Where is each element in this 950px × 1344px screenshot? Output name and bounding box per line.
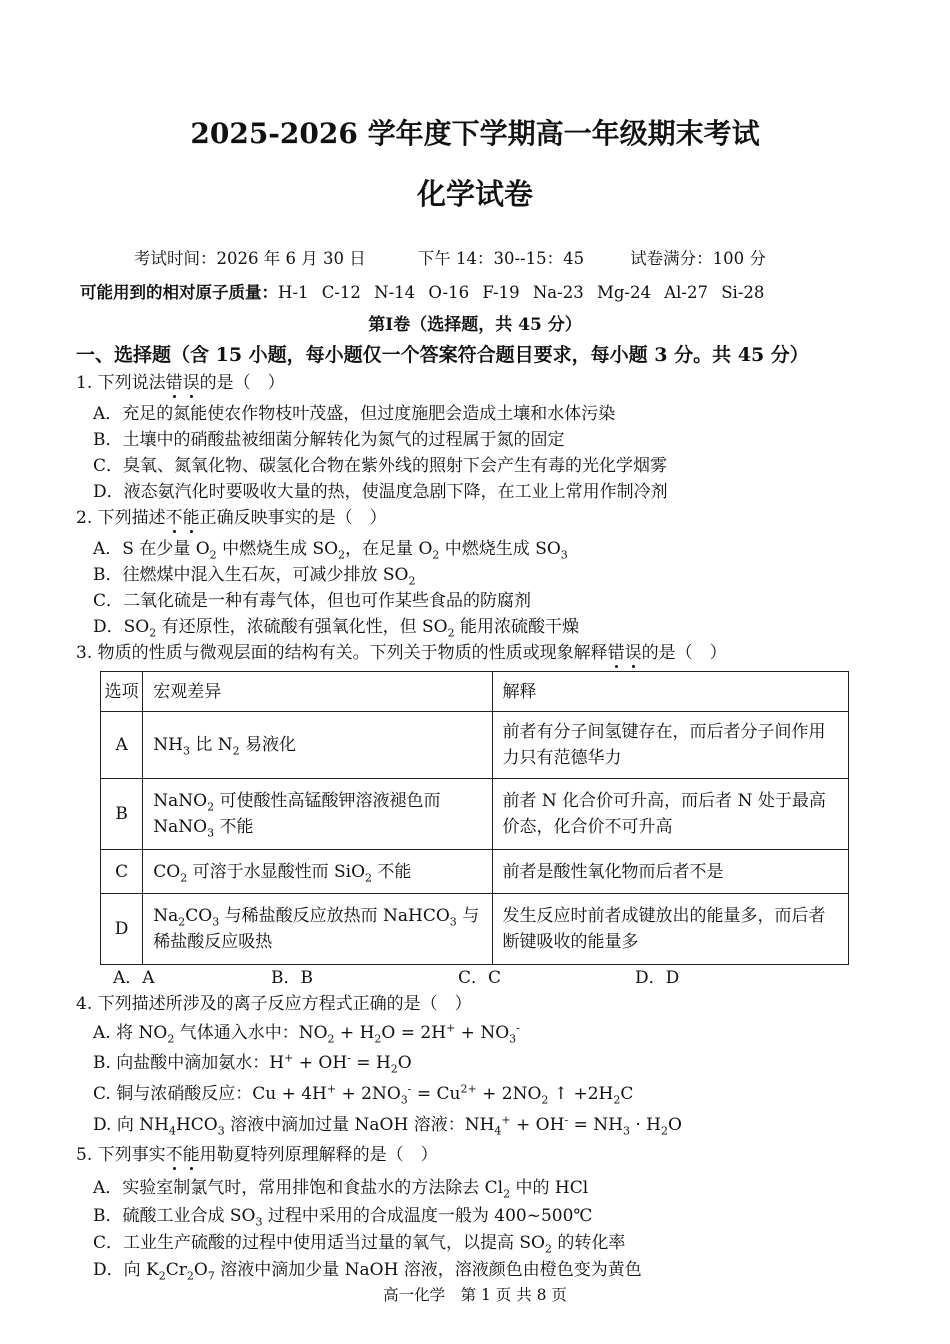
question-1-option-d: D．液态氨汽化时要吸收大量的热，使温度急剧下降，在工业上常用作制冷剂	[93, 482, 668, 502]
table-header-row	[101, 672, 849, 712]
question-3-choice-a: A．A	[113, 968, 155, 988]
question-5-option-d: D．向 $K_2Cr_2O_7$ 溶液中滴加少量 NaOH 溶液，溶液颜色由橙色变为黄色	[93, 1260, 642, 1283]
question-1-stem: 1. 下列说法错误的是（ ）	[76, 373, 285, 393]
question-3-choice-d: D．D	[635, 968, 680, 988]
table-row: C $CO_2$ 可溶于水显酸性而 SiO$_2$ 不能 前者是酸性氧化物而后者不是	[101, 850, 849, 894]
atomic-mass-label: 可能用到的相对原子质量：	[80, 283, 278, 302]
exam-time: 考试时间：2026 年 6 月 30 日	[134, 249, 366, 268]
question-5-stem: 5. 下列事实不能用勒夏特列原理解释的是（ ）	[76, 1145, 438, 1165]
section-heading: 一、选择题（含 15 小题，每小题仅一个答案符合题目要求，每小题 3 分。共 45 分）	[76, 344, 809, 366]
question-4-option-b: B. 向盐酸中滴加氨水：$H^+ + OH^- = H_2O$	[93, 1051, 412, 1076]
header-difference: 宏观差异	[143, 672, 492, 712]
question-3-table	[100, 671, 849, 965]
atomic-masses	[80, 282, 764, 304]
table-row: A $NH_3$ 比 $N_2$ 易液化 前者有分子间氢键存在，而后者分子间作用力只有范德华力	[101, 712, 849, 779]
page-footer: 高一化学 第 1 页 共 8 页	[383, 1286, 567, 1304]
exam-period: 下午 14：30--15：45	[417, 249, 585, 268]
question-2-option-b: B．往燃煤中混入生石灰，可减少排放 $SO_2$	[93, 565, 416, 588]
question-4-option-a: A. 将 $NO_2$ 气体通入水中：$NO_2 + H_2O = 2H^+ + NO_3^-$	[93, 1021, 520, 1046]
question-5-option-c: C．工业生产硫酸的过程中使用适当过量的氧气，以提高 $SO_2$ 的转化率	[93, 1233, 626, 1256]
table-row: D $Na_2CO_3$ 与稀盐酸反应放热而 NaHCO$_3$ 与稀盐酸反应吸热 发生反应时前者成键放出的能量多，而后者断键吸收的能量多	[101, 894, 849, 965]
question-2-option-d: D．$SO_2$ 有还原性，浓硫酸有强氧化性，但 $SO_2$ 能用浓硫酸干燥	[93, 617, 580, 640]
question-2-option-c: C．二氧化硫是一种有毒气体，但也可作某些食品的防腐剂	[93, 591, 532, 611]
table-row: B NaNO$_2$ 可使酸性高锰酸钾溶液褪色而 NaNO$_3$ 不能 前者 N 化合价可升高，而后者 N 处于最高价态，化合价不可升高	[101, 779, 849, 850]
header-explanation: 解释	[492, 672, 849, 712]
header-option: 选项	[101, 672, 143, 712]
exam-title: 2025-2026 学年度下学期高一年级期末考试	[190, 117, 760, 150]
volume-heading: 第Ⅰ卷（选择题，共 45 分）	[368, 315, 582, 335]
question-4-stem: 4. 下列描述所涉及的离子反应方程式正确的是（ ）	[76, 994, 472, 1014]
question-3-stem: 3. 物质的性质与微观层面的结构有关。下列关于物质的性质或现象解释错误的是（ ）	[76, 643, 727, 663]
question-2-stem: 2. 下列描述不能正确反映事实的是（ ）	[76, 508, 387, 528]
question-1-option-b: B．土壤中的硝酸盐被细菌分解转化为氮气的过程属于氮的固定	[93, 430, 565, 450]
full-score: 试卷满分：100 分	[630, 249, 766, 268]
question-5-option-b: B．硫酸工业合成 $SO_3$ 过程中采用的合成温度一般为 400~500℃	[93, 1206, 593, 1229]
question-3-choice-c: C．C	[458, 968, 502, 988]
atomic-mass-values: H-1 C-12 N-14 O-16 F-19 Na-23 Mg-24 Al-27 Si-28	[278, 283, 765, 302]
question-3-choice-b: B．B	[271, 968, 313, 988]
question-5-option-a: A．实验室制氯气时，常用排饱和食盐水的方法除去 $Cl_2$ 中的 HCl	[93, 1178, 589, 1201]
question-1-option-a: A．充足的氮能使农作物枝叶茂盛，但过度施肥会造成土壤和水体污染	[93, 404, 616, 424]
question-2-option-a: A．S 在少量 $O_2$ 中燃烧生成 $SO_2$，在足量 $O_2$ 中燃烧生成 $SO_3$	[93, 539, 568, 562]
question-1-option-c: C．臭氧、氮氧化物、碳氢化合物在紫外线的照射下会产生有毒的光化学烟雾	[93, 456, 668, 476]
exam-subtitle: 化学试卷	[416, 177, 533, 211]
question-4-option-d: D. 向 $NH_4HCO_3$ 溶液中滴加过量 NaOH 溶液：$NH_4^+ + OH^- = NH_3 \cdot H_2O$	[93, 1113, 682, 1138]
question-4-option-c: C. 铜与浓硝酸反应：$Cu + 4H^+ + 2NO_3^- = Cu^{2+} + 2NO_2$ ↑ $+2H_2C$	[93, 1082, 634, 1107]
exam-info	[134, 248, 766, 270]
